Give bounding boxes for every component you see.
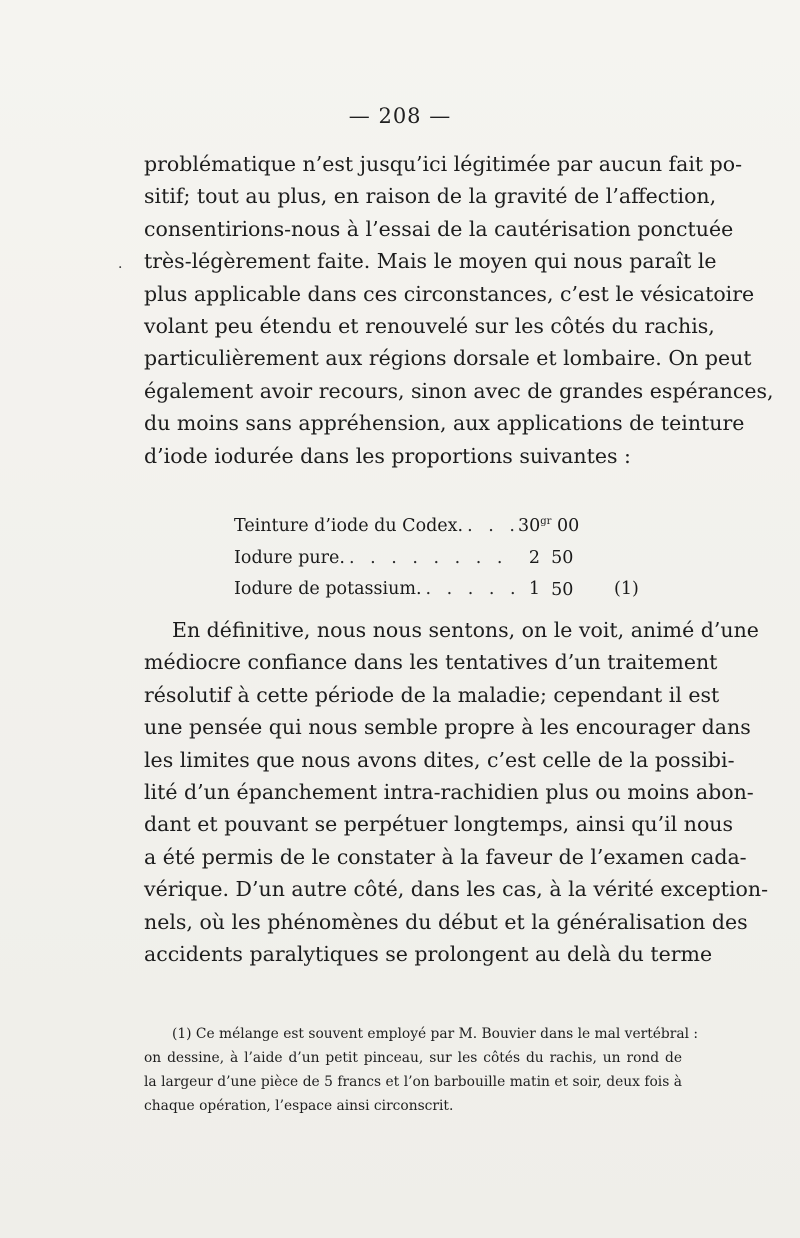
- recipe-row: [234, 540, 654, 572]
- ingredient-amount: 2 50: [528, 547, 574, 568]
- text-line: également avoir recours, sinon avec de grandes espérances,: [144, 378, 774, 403]
- paragraph-1: [144, 148, 774, 472]
- text-line: lité d’un épanchement intra-rachidien plus ou moins abon-: [144, 780, 754, 805]
- text-line: du moins sans appréhension, aux applications de teinture: [144, 411, 745, 436]
- ingredient-name: Teinture d’iode du Codex.: [234, 515, 464, 536]
- footnote: [144, 1022, 699, 1118]
- page-number: — 208 —: [348, 104, 452, 128]
- text-line: En définitive, nous nous sentons, on le voit, animé d’une: [172, 618, 759, 642]
- text-line: sitif; tout au plus, en raison de la gravité de l’affection,: [144, 184, 717, 209]
- recipe-row: [234, 508, 654, 540]
- footnote-line: la largeur d’une pièce de 5 francs et l’on barbouille matin et soir, deux fois à: [144, 1074, 682, 1090]
- text-line: résolutif à cette période de la maladie; cependant il est: [144, 682, 720, 707]
- ingredient-name: Iodure pure.: [234, 547, 345, 568]
- recipe-table: [234, 508, 654, 603]
- footnote-line: (1) Ce mélange est souvent employé par M. Bouvier dans le mal vertébral :: [172, 1026, 699, 1042]
- text-line: nels, où les phénomènes du début et la généralisation des: [144, 909, 748, 934]
- text-line: une pensée qui nous semble propre à les encourager dans: [144, 715, 751, 740]
- text-line: plus applicable dans ces circonstances, c’est le vésicatoire: [144, 281, 755, 306]
- dot-leader: [422, 576, 518, 603]
- text-line: très-légèrement faite. Mais le moyen qui nous paraît le: [144, 249, 717, 274]
- text-line: particulièrement aux régions dorsale et lombaire. On peut: [144, 346, 752, 371]
- text-line: accidents paralytiques se prolongent au delà du terme: [144, 942, 713, 967]
- text-line: d’iode iodurée dans les proportions suivantes :: [144, 443, 631, 468]
- text-line: volant peu étendu et renouvelé sur les côtés du rachis,: [144, 314, 715, 339]
- margin-mark: ·: [118, 260, 123, 276]
- ingredient-amount: 1 50: [528, 579, 574, 600]
- dot-leader: [463, 513, 518, 540]
- ingredient-amount: $30^{gr}$ 00: [518, 515, 580, 536]
- recipe-row: [234, 572, 654, 604]
- ingredient-name: Iodure de potassium.: [234, 579, 422, 600]
- text-line: consentirions-nous à l’essai de la cautérisation ponctuée: [144, 216, 734, 241]
- dot-leader: [345, 545, 518, 572]
- footnote-line: chaque opération, l’espace ainsi circonscrit.: [144, 1098, 454, 1114]
- text-line: dant et pouvant se perpétuer longtemps, ainsi qu’il nous: [144, 812, 734, 837]
- text-line: les limites que nous avons dites, c’est celle de la possibi-: [144, 747, 735, 772]
- text-line: vérique. D’un autre côté, dans les cas, à la vérité exception-: [144, 877, 769, 902]
- footnote-ref: (1): [614, 579, 639, 600]
- paragraph-2: [144, 614, 769, 970]
- footnote-line: on dessine, à l’aide d’un petit pinceau, sur les côtés du rachis, un rond de: [144, 1050, 682, 1066]
- text-line: a été permis de le constater à la faveur de l’examen cada-: [144, 844, 747, 869]
- text-line: problématique n’est jusqu’ici légitimée par aucun fait po-: [144, 152, 743, 176]
- text-line: médiocre confiance dans les tentatives d’un traitement: [144, 650, 718, 675]
